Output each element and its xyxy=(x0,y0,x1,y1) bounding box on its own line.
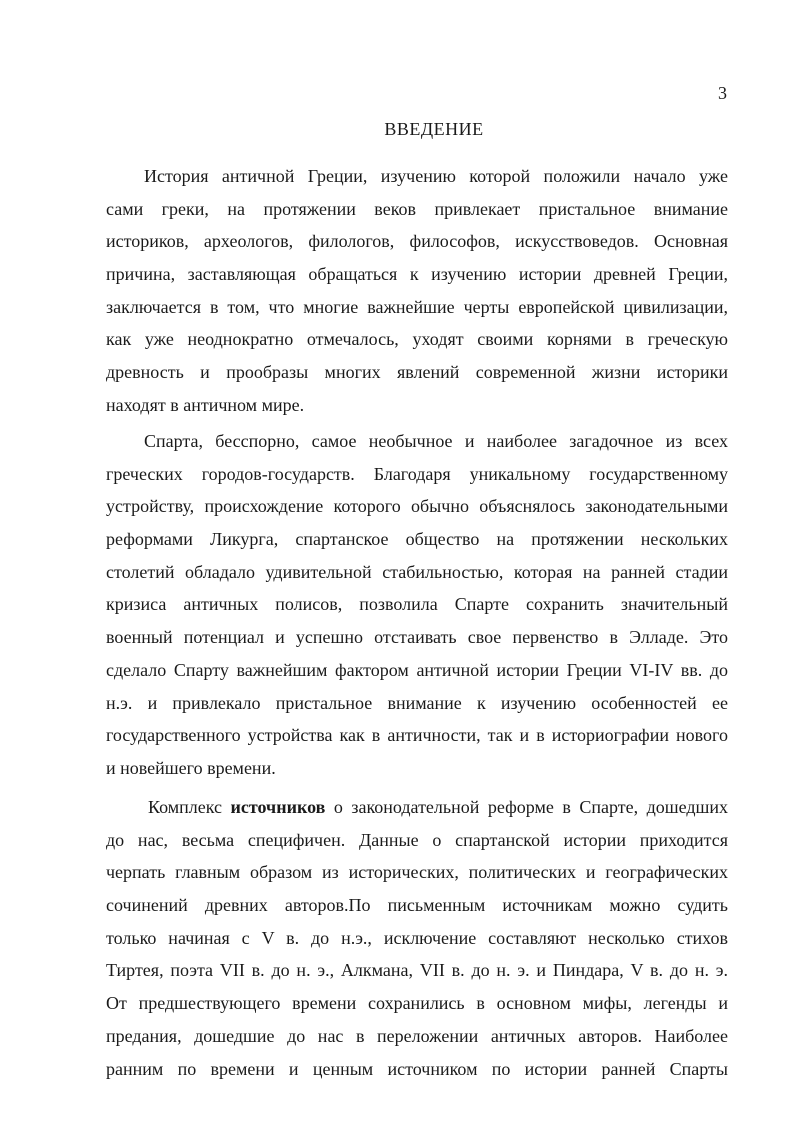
text-line: только начиная с V в. до н.э., исключение составляют несколько стихов xyxy=(106,927,728,948)
text-line: сделало Спарту важнейшим фактором античной истории Греции VI-IV вв. до xyxy=(106,659,728,680)
text-line: древность и прообразы многих явлений современной жизни историки xyxy=(106,362,728,383)
text-line: военный потенциал и успешно отстаивать свое первенство в Элладе. Это xyxy=(106,627,728,648)
page-title: ВВЕДЕНИЕ xyxy=(384,119,484,139)
text-line: до нас, весьма специфичен. Данные о спартанской истории приходится xyxy=(106,829,728,850)
text-line: как уже неоднократно отмечалось, уходят своими корнями в греческую xyxy=(106,329,728,350)
text-line: кризиса античных полисов, позволила Спарте сохранить значительный xyxy=(106,594,728,615)
text-line: государственного устройства как в античности, так и в историографии нового xyxy=(106,725,728,746)
paragraph-intro xyxy=(106,160,728,422)
text-run: Комплекс xyxy=(148,797,231,817)
text-line: и новейшего времени. xyxy=(106,757,276,778)
text-line: Тиртея, поэта VII в. до н. э., Алкмана, VII в. до н. э. и Пиндара, V в. до н. э. xyxy=(106,960,728,981)
text-line: сами греки, на протяжении веков привлекает пристальное внимание xyxy=(106,198,728,219)
text-line: История античной Греции, изучению которой положили начало уже xyxy=(144,166,728,186)
text-line: заключается в том, что многие важнейшие черты европейской цивилизации, xyxy=(106,296,728,317)
page-number: 3 xyxy=(718,83,727,103)
text-run: о законодательной реформе в Спарте, дошедших xyxy=(325,797,728,817)
text-line: греческих городов-государств. Благодаря уникальному государственному xyxy=(106,463,728,484)
paragraph-sources xyxy=(106,791,728,1085)
text-line: столетий обладало удивительной стабильностью, которая на ранней стадии xyxy=(106,561,728,582)
text-line: устройству, происхождение которого обычно объяснялось законодательными xyxy=(106,496,728,517)
text-line: предания, дошедшие до нас в переложении античных авторов. Наиболее xyxy=(106,1025,728,1046)
text-line: От предшествующего времени сохранились в основном мифы, легенды и xyxy=(106,993,728,1014)
text-line: Спарта, бесспорно, самое необычное и наиболее загадочное из всех xyxy=(144,431,728,451)
text-line: реформами Ликурга, спартанское общество на протяжении нескольких xyxy=(106,529,728,550)
text-line: сочинений древних авторов.По письменным источникам можно судить xyxy=(106,895,728,916)
paragraph-sparta xyxy=(106,425,728,785)
text-line: причина, заставляющая обращаться к изучению истории древней Греции, xyxy=(106,264,728,285)
text-line: н.э. и привлекало пристальное внимание к изучению особенностей ее xyxy=(106,692,728,713)
text-line: находят в античном мире. xyxy=(106,394,305,415)
text-line xyxy=(106,791,728,824)
text-line: историков, археологов, филологов, философов, искусствоведов. Основная xyxy=(106,231,728,252)
bold-term: источников xyxy=(230,797,326,817)
text-line: ранним по времени и ценным источником по истории ранней Спарты xyxy=(106,1058,728,1079)
text-line: черпать главным образом из исторических, политических и географических xyxy=(106,862,728,883)
